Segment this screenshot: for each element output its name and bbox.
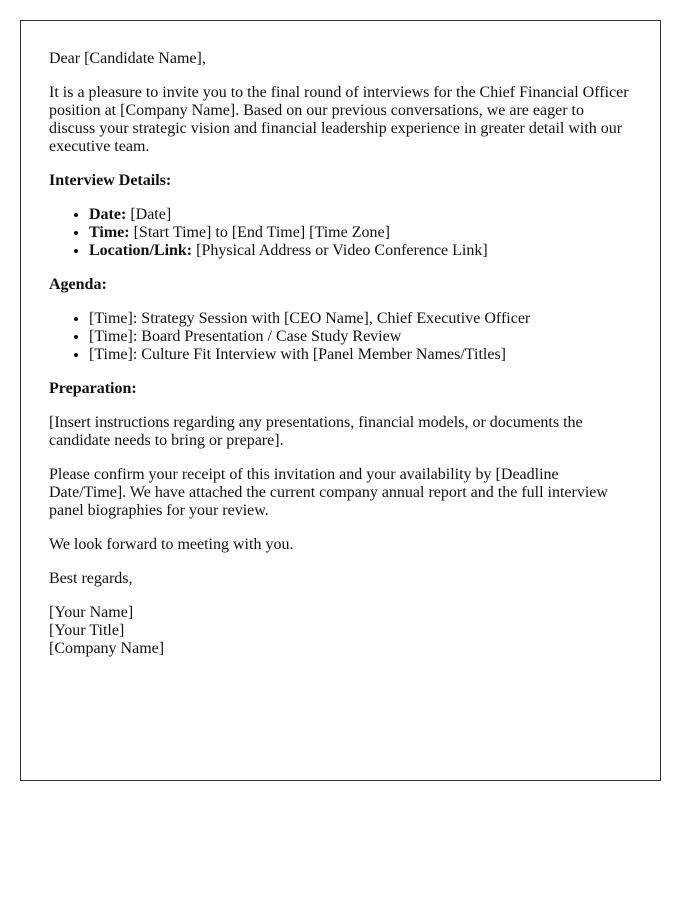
signature-block: [49, 604, 632, 658]
letter-page: [20, 20, 661, 781]
intro-paragraph: It is a pleasure to invite you to the final round of interviews for the Chief Financial Officer position at [Company Name]. Based on our previous conversations, we are eager to discuss your strategic vision and financial leadership experience in greater detail with our executive team.: [49, 84, 629, 155]
confirm-paragraph: Please confirm your receipt of this invitation and your availability by [Deadline Date/Time]. We have attached the current company annual report and the full interview panel biographies for your review.: [49, 466, 608, 519]
closing-line: We look forward to meeting with you.: [49, 536, 294, 553]
agenda-item: • [Time]: Strategy Session with [CEO Name], Chief Executive Officer: [89, 310, 632, 328]
interview-details-heading: Interview Details:: [49, 172, 172, 189]
agenda-heading: Agenda:: [49, 276, 107, 293]
detail-item-location: [89, 242, 632, 260]
signature-company: [Company Name]: [49, 640, 165, 657]
agenda-list: [49, 310, 632, 364]
preparation-heading: Preparation:: [49, 380, 137, 397]
signature-name: [Your Name]: [49, 604, 134, 621]
detail-label: Date:: [89, 206, 127, 223]
signature-title: [Your Title]: [49, 622, 125, 639]
detail-item-time: [89, 224, 632, 242]
detail-label: Time:: [89, 224, 130, 241]
preparation-paragraph: [Insert instructions regarding any presentations, financial models, or documents the candidate needs to bring or prepare].: [49, 414, 583, 449]
salutation: Dear [Candidate Name],: [49, 50, 206, 67]
detail-item-date: [89, 206, 632, 224]
agenda-item: • [Time]: Culture Fit Interview with [Panel Member Names/Titles]: [89, 346, 632, 364]
detail-label: Location/Link:: [89, 242, 193, 259]
detail-value: [Physical Address or Video Conference Link]: [192, 242, 488, 259]
signoff: Best regards,: [49, 570, 133, 587]
interview-details-list: [49, 206, 632, 260]
agenda-item: • [Time]: Board Presentation / Case Study Review: [89, 328, 632, 346]
detail-value: [Date]: [126, 206, 172, 223]
detail-value: [Start Time] to [End Time] [Time Zone]: [129, 224, 390, 241]
